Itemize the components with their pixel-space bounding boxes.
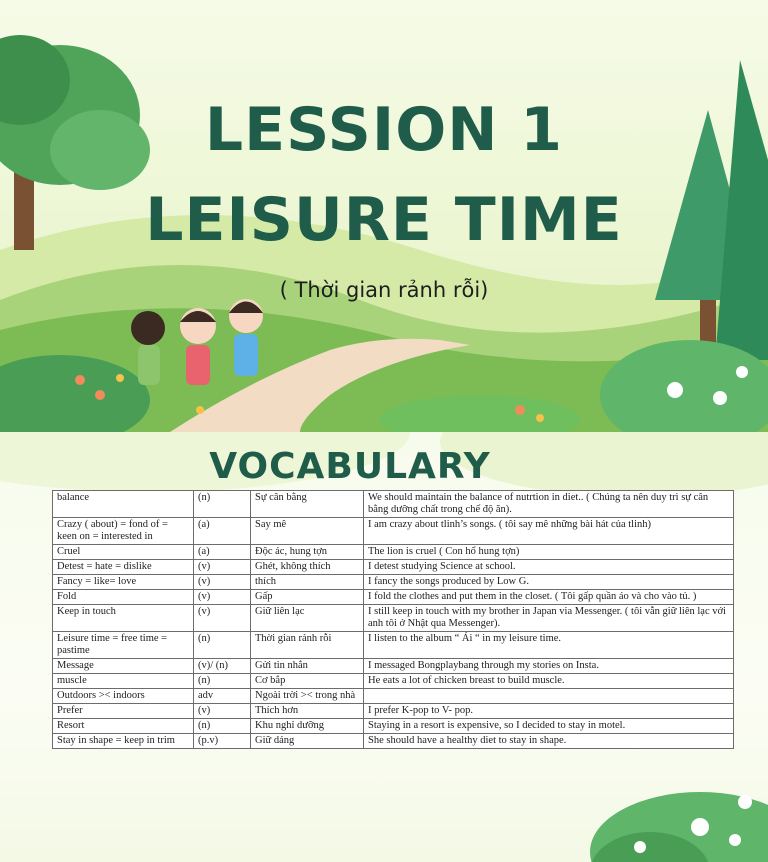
meaning-cell: Giữ dáng: [251, 734, 364, 749]
example-cell: I detest studying Science at school.: [364, 560, 734, 575]
meaning-cell: Cơ bắp: [251, 674, 364, 689]
example-cell: I messaged Bongplaybang through my stories on Insta.: [364, 659, 734, 674]
part-of-speech-cell: (v): [194, 590, 251, 605]
word-cell: Leisure time = free time = pastime: [53, 632, 194, 659]
example-cell: The lion is cruel ( Con hổ hung tợn): [364, 545, 734, 560]
example-cell: I prefer K-pop to V- pop.: [364, 704, 734, 719]
lesson-subtitle: ( Thời gian rảnh rỗi): [279, 278, 489, 302]
word-cell: Keep in touch: [53, 605, 194, 632]
word-cell: Message: [53, 659, 194, 674]
part-of-speech-cell: (n): [194, 719, 251, 734]
word-cell: Stay in shape = keep in trim: [53, 734, 194, 749]
meaning-cell: thích: [251, 575, 364, 590]
meaning-cell: Thời gian rảnh rỗi: [251, 632, 364, 659]
part-of-speech-cell: (a): [194, 518, 251, 545]
part-of-speech-cell: (n): [194, 674, 251, 689]
part-of-speech-cell: (v): [194, 704, 251, 719]
example-cell: I still keep in touch with my brother in Japan via Messenger. ( tôi vẫn giữ liên lạc với anh tôi ở Nhật qua Messenger).: [364, 605, 734, 632]
table-row: [53, 605, 734, 632]
example-cell: I fancy the songs produced by Low G.: [364, 575, 734, 590]
part-of-speech-cell: (v)/ (n): [194, 659, 251, 674]
meaning-cell: Khu nghỉ dưỡng: [251, 719, 364, 734]
table-row: [53, 632, 734, 659]
vocabulary-heading: VOCABULARY: [209, 446, 491, 487]
example-cell: She should have a healthy diet to stay in shape.: [364, 734, 734, 749]
table-row: [53, 491, 734, 518]
meaning-cell: Ghét, không thích: [251, 560, 364, 575]
word-cell: Cruel: [53, 545, 194, 560]
example-cell: [364, 689, 734, 704]
part-of-speech-cell: (a): [194, 545, 251, 560]
meaning-cell: Gấp: [251, 590, 364, 605]
table-row: [53, 560, 734, 575]
lesson-topic: LEISURE TIME: [145, 185, 623, 255]
part-of-speech-cell: (p.v): [194, 734, 251, 749]
vocabulary-table: [52, 490, 734, 749]
table-row: [53, 719, 734, 734]
lesson-title: LESSION 1: [204, 95, 564, 165]
meaning-cell: Sự cân bằng: [251, 491, 364, 518]
meaning-cell: Giữ liên lạc: [251, 605, 364, 632]
meaning-cell: Thích hơn: [251, 704, 364, 719]
word-cell: Fancy = like= love: [53, 575, 194, 590]
word-cell: Prefer: [53, 704, 194, 719]
part-of-speech-cell: (v): [194, 605, 251, 632]
table-row: [53, 674, 734, 689]
table-row: [53, 689, 734, 704]
meaning-cell: Gửi tin nhắn: [251, 659, 364, 674]
meaning-cell: Độc ác, hung tợn: [251, 545, 364, 560]
part-of-speech-cell: adv: [194, 689, 251, 704]
example-cell: I am crazy about tlinh’s songs. ( tôi say mê những bài hát của tlinh): [364, 518, 734, 545]
part-of-speech-cell: (v): [194, 560, 251, 575]
word-cell: Crazy ( about) = fond of = keen on = interested in: [53, 518, 194, 545]
word-cell: Fold: [53, 590, 194, 605]
word-cell: balance: [53, 491, 194, 518]
word-cell: muscle: [53, 674, 194, 689]
word-cell: Detest = hate = dislike: [53, 560, 194, 575]
table-row: [53, 590, 734, 605]
table-row: [53, 518, 734, 545]
example-cell: He eats a lot of chicken breast to build muscle.: [364, 674, 734, 689]
word-cell: Resort: [53, 719, 194, 734]
example-cell: Staying in a resort is expensive, so I decided to stay in motel.: [364, 719, 734, 734]
example-cell: I fold the clothes and put them in the closet. ( Tôi gấp quần áo và cho vào tủ. ): [364, 590, 734, 605]
part-of-speech-cell: (v): [194, 575, 251, 590]
table-row: [53, 734, 734, 749]
example-cell: I listen to the album “ Ái “ in my leisure time.: [364, 632, 734, 659]
meaning-cell: Ngoài trời >< trong nhà: [251, 689, 364, 704]
vocabulary-slide: [0, 432, 768, 862]
meaning-cell: Say mê: [251, 518, 364, 545]
part-of-speech-cell: (n): [194, 491, 251, 518]
table-row: [53, 659, 734, 674]
table-row: [53, 545, 734, 560]
part-of-speech-cell: (n): [194, 632, 251, 659]
word-cell: Outdoors >< indoors: [53, 689, 194, 704]
table-row: [53, 704, 734, 719]
example-cell: We should maintain the balance of nutrtion in diet.. ( Chúng ta nên duy trì sự cân bằng dưỡng chất trong chế độ ăn).: [364, 491, 734, 518]
table-row: [53, 575, 734, 590]
